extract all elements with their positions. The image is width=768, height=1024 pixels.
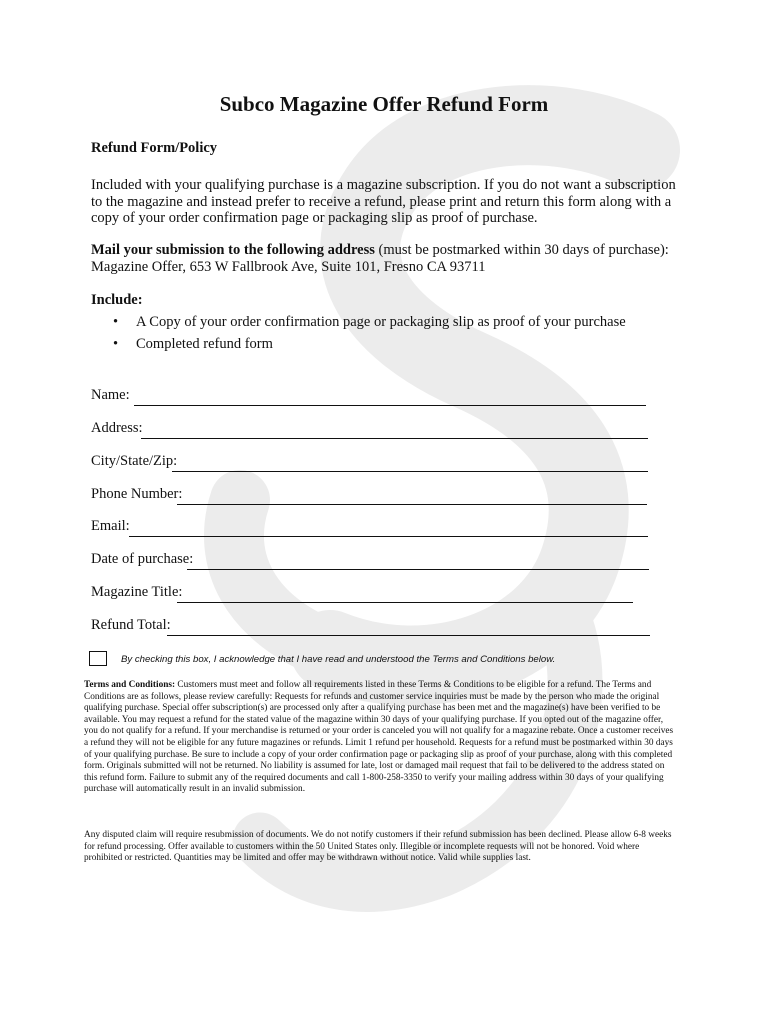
terms-heading: Terms and Conditions: xyxy=(84,680,176,690)
refund-total-field[interactable] xyxy=(91,616,651,636)
refund-total-input-line[interactable] xyxy=(167,635,650,636)
address-field[interactable] xyxy=(91,419,651,439)
include-heading: Include: xyxy=(91,292,143,308)
address-input-line[interactable] xyxy=(141,438,648,439)
include-item-1: A Copy of your order confirmation page or packaging slip as proof of your purchase xyxy=(136,314,626,330)
email-label: Email: xyxy=(91,518,130,534)
mail-address: Magazine Offer, 653 W Fallbrook Ave, Suite 101, Fresno CA 93711 xyxy=(91,259,486,275)
acknowledge-checkbox[interactable] xyxy=(89,651,107,666)
email-input-line[interactable] xyxy=(129,536,648,537)
city-state-zip-label: City/State/Zip: xyxy=(91,453,178,469)
bullet-icon: • xyxy=(113,336,119,352)
city-state-zip-input-line[interactable] xyxy=(172,471,648,472)
acknowledge-text: By checking this box, I acknowledge that I have read and understood the Terms and Conditions below. xyxy=(121,654,556,665)
magazine-title-field[interactable] xyxy=(91,583,651,603)
policy-subheading: Refund Form/Policy xyxy=(91,140,218,156)
list-item xyxy=(91,314,626,336)
name-input-line[interactable] xyxy=(134,405,646,406)
include-item-2: Completed refund form xyxy=(136,336,273,352)
phone-number-label: Phone Number: xyxy=(91,486,183,502)
intro-paragraph: Included with your qualifying purchase is a magazine subscription. If you do not want a subscription to the magazine and instead prefer to receive a refund, please print and return this form along with a copy of your order confirmation page or packaging slip as proof of purchase. xyxy=(91,177,676,226)
date-of-purchase-input-line[interactable] xyxy=(187,569,649,570)
email-field[interactable] xyxy=(91,517,651,537)
magazine-title-input-line[interactable] xyxy=(177,602,633,603)
mail-instructions xyxy=(91,242,691,276)
phone-number-input-line[interactable] xyxy=(177,504,647,505)
date-of-purchase-field[interactable] xyxy=(91,550,651,570)
terms-paragraph xyxy=(84,680,676,796)
page-title: Subco Magazine Offer Refund Form xyxy=(219,92,549,116)
name-label: Name: xyxy=(91,387,130,403)
bullet-icon: • xyxy=(113,314,119,330)
terms-paragraph-2: Any disputed claim will require resubmission of documents. We do not notify customers if their refund submission has been declined. Please allow 6-8 weeks for refund processing. Offer available to customers within the 50 United States only. Illegible or incomplete requests will not be honored. Void where prohibited or restricted. Quantities may be limited and offer may be withdrawn without notice. Valid while supplies last. xyxy=(84,830,672,864)
include-list xyxy=(91,314,626,358)
magazine-title-label: Magazine Title: xyxy=(91,584,183,600)
terms-body: Customers must meet and follow all requirements listed in these Terms & Conditions to be eligible for a refund. The Terms and Conditions are as follows, please review carefully: Requests for refunds and customer service inquiries must be made by the person who made the original qualifying purchase. Special offer subscription(s) are processed only after a qualifying purchase has been met and the magazine(s) have been verified to be available. You may request a refund for the stated value of the magazine within 30 days of your qualifying purchase. If you opted out of the magazine offer, you do not qualify for a refund. If your merchandise is returned or your order is canceled you will not qualify for a magazine rebate. Once a customer receives a refund they will not be eligible for any future magazines or refunds. Limit 1 refund per household. Requests for a refund must be postmarked within 30 days of your qualifying purchase. Be sure to include a copy of your order confirmation page or packaging slip as proof of your purchase, along with this completed form. Originals submitted will not be returned. No liability is assumed for late, lost or damaged mail request that fail to be delivered to the address stated on this refund form. Failure to submit any of the required documents and call 1-800-258-3350 to verify your mailing address within 30 days of your qualifying purchase will automatically result in an invalid submission. xyxy=(84,680,674,795)
city-state-zip-field[interactable] xyxy=(91,452,651,472)
refund-total-label: Refund Total: xyxy=(91,617,171,633)
phone-number-field[interactable] xyxy=(91,485,651,505)
list-item xyxy=(91,336,626,358)
date-of-purchase-label: Date of purchase: xyxy=(91,551,194,567)
address-label: Address: xyxy=(91,420,143,436)
name-field[interactable] xyxy=(91,386,651,406)
mail-note: (must be postmarked within 30 days of purchase): xyxy=(374,242,669,258)
mail-label: Mail your submission to the following address xyxy=(91,242,375,258)
